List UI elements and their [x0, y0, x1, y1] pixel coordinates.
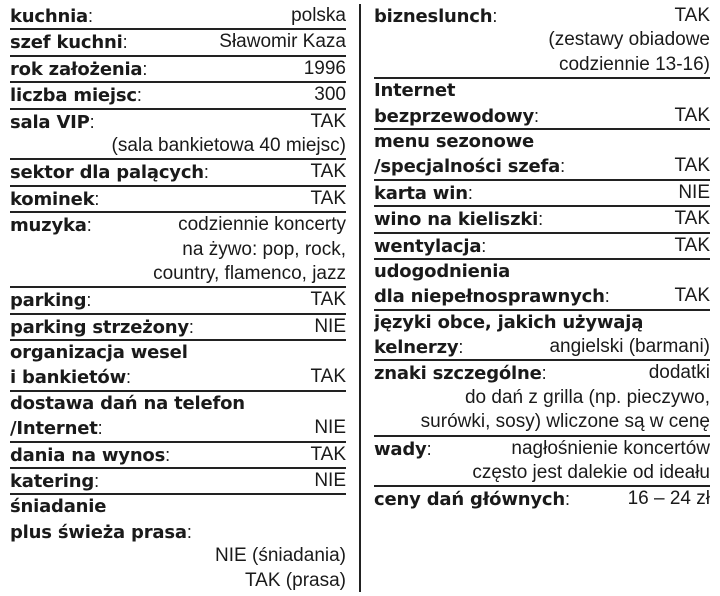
- entry-line: [10, 392, 346, 416]
- entry-menu-sezonowe-specjalnosci-szefa: [374, 130, 710, 181]
- entry-bizneslunch: [374, 4, 710, 79]
- entry-value: 300: [314, 84, 346, 106]
- colon: :: [186, 521, 192, 542]
- entry-label: parking strzeżony: [10, 316, 189, 338]
- entry-line: [10, 416, 346, 440]
- entry-value-extra: na żywo: pop, rock,: [182, 238, 346, 260]
- colon: :: [560, 156, 566, 177]
- entry-value: 16 – 24 zł: [627, 488, 710, 510]
- entry-line: [10, 187, 346, 211]
- entry-value-continuation: [374, 53, 710, 77]
- entry-line: [374, 130, 710, 154]
- entry-label: /Internet: [10, 418, 98, 440]
- entry-line: [10, 315, 346, 339]
- entry-value: 1996: [303, 57, 346, 79]
- entry-value-continuation: [374, 461, 710, 485]
- entry-value-extra: (sala bankietowa 40 miejsc): [111, 134, 346, 156]
- entry-value: Sławomir Kaza: [219, 31, 346, 53]
- entry-value-extra: NIE (śniadania): [215, 545, 346, 567]
- entry-line: [10, 495, 346, 519]
- colon: :: [142, 58, 148, 79]
- entry-value-extra: surówki, sosy) wliczone są w cenę: [420, 411, 710, 433]
- entry-label: znaki szczególne: [374, 363, 542, 385]
- entry-value: TAK: [310, 187, 346, 209]
- colon: :: [94, 188, 100, 209]
- entry-karta-win: [374, 181, 710, 207]
- entry-value-continuation: [374, 386, 710, 410]
- entry-line: [374, 284, 710, 308]
- right-column: [374, 4, 710, 512]
- entry-label: rok założenia: [10, 58, 143, 80]
- entry-label: parking: [10, 290, 87, 312]
- entry-value: TAK: [674, 234, 710, 256]
- colon: :: [604, 286, 610, 307]
- entry-label: języki obce, jakich używają: [374, 311, 644, 333]
- entry-internet-bezprzewodowy: [374, 79, 710, 130]
- colon: :: [136, 85, 142, 106]
- entry-value-continuation: [10, 569, 346, 593]
- entry-label: wino na kieliszki: [374, 209, 539, 231]
- entry-parking-strzezony: [10, 315, 346, 341]
- entry-ceny-dan-glownych: [374, 487, 710, 511]
- entry-label: dostawa dań na telefon: [10, 392, 245, 414]
- entry-sniadanie-plus-swieza-prasa: [10, 495, 346, 593]
- entry-parking: [10, 288, 346, 314]
- colon: :: [534, 105, 540, 126]
- entry-value: NIE: [314, 417, 346, 439]
- entry-value-extra: country, flamenco, jazz: [153, 262, 346, 284]
- entry-value: TAK: [310, 443, 346, 465]
- entry-line: [374, 234, 710, 258]
- entry-line: [374, 4, 710, 28]
- colon: :: [89, 111, 95, 132]
- entry-dania-na-wynos: [10, 443, 346, 469]
- entry-value-extra: codziennie 13-16): [558, 53, 710, 75]
- entry-line: [10, 520, 346, 544]
- entry-kominek: [10, 187, 346, 213]
- entry-line: [10, 213, 346, 237]
- entry-label: muzyka: [10, 215, 87, 237]
- entry-wino-na-kieliszki: [374, 207, 710, 233]
- entry-value-extra: (zestawy obiadowe: [548, 29, 710, 51]
- entry-line: [10, 160, 346, 184]
- colon: :: [165, 444, 171, 465]
- colon: :: [492, 6, 498, 26]
- entry-value-extra: często jest dalekie od ideału: [472, 462, 710, 484]
- entry-label: wady: [374, 438, 427, 460]
- entry-line: [10, 288, 346, 312]
- entry-line: [374, 260, 710, 284]
- entry-udogodnienia-dla-niepelnosprawnych: [374, 260, 710, 311]
- entry-value: nagłośnienie koncertów: [511, 437, 710, 459]
- colon: :: [188, 316, 194, 337]
- entry-value: polska: [291, 5, 346, 26]
- colon: :: [88, 6, 94, 26]
- entry-label: sektor dla palących: [10, 162, 204, 184]
- entry-liczba-miejsc: [10, 83, 346, 109]
- entry-value-extra: TAK (prasa): [244, 569, 346, 591]
- entry-muzyka: [10, 213, 346, 288]
- entry-rok-zalozenia: [10, 57, 346, 83]
- entry-line: [10, 443, 346, 467]
- entry-label: liczba miejsc: [10, 85, 137, 107]
- column-divider: [359, 4, 361, 592]
- entry-label: bizneslunch: [374, 6, 493, 27]
- entry-label: i bankietów: [10, 367, 127, 389]
- entry-label: ceny dań głównych: [374, 489, 565, 511]
- colon: :: [86, 290, 92, 311]
- colon: :: [94, 471, 100, 492]
- entry-line: [374, 335, 710, 359]
- entry-line: [374, 487, 710, 511]
- entry-line: [374, 181, 710, 205]
- entry-szef-kuchni: [10, 30, 346, 56]
- entry-dostawa-dan-na-telefon-internet: [10, 392, 346, 443]
- entry-katering: [10, 469, 346, 495]
- entry-value-continuation: [10, 544, 346, 568]
- entry-line: [374, 437, 710, 461]
- entry-label: kuchnia: [10, 6, 89, 27]
- colon: :: [467, 182, 473, 203]
- colon: :: [426, 438, 432, 459]
- entry-label: kominek: [10, 188, 95, 210]
- colon: :: [126, 367, 132, 388]
- entry-value-continuation: [10, 134, 346, 158]
- colon: :: [458, 337, 464, 358]
- entry-label: wentylacja: [374, 235, 482, 257]
- entry-value: codziennie koncerty: [178, 214, 346, 236]
- entry-value: dodatki: [648, 362, 710, 384]
- colon: :: [541, 363, 547, 384]
- left-column: [10, 4, 346, 593]
- entry-value: TAK: [674, 285, 710, 307]
- entry-kuchnia: [10, 4, 346, 30]
- entry-line: [374, 311, 710, 335]
- colon: :: [86, 215, 92, 236]
- colon: :: [97, 418, 103, 439]
- entry-jezyki-obce-jakich-uzywaja-kelnerzy: [374, 311, 710, 362]
- entry-label: katering: [10, 471, 95, 493]
- entry-label: dla niepełnosprawnych: [374, 286, 605, 308]
- entry-value-continuation: [374, 410, 710, 434]
- entry-line: [374, 104, 710, 128]
- entry-label: karta win: [374, 182, 468, 204]
- colon: :: [565, 489, 571, 510]
- entry-label: bezprzewodowy: [374, 105, 535, 127]
- entry-value: TAK: [310, 110, 346, 132]
- entry-value: NIE: [678, 181, 710, 203]
- entry-znaki-szczegolne: [374, 361, 710, 436]
- entry-label: szef kuchni: [10, 32, 123, 54]
- colon: :: [481, 235, 487, 256]
- entry-value: TAK: [674, 155, 710, 177]
- entry-value-continuation: [374, 28, 710, 52]
- entry-line: [10, 83, 346, 107]
- entry-value-continuation: [10, 238, 346, 262]
- entry-line: [10, 4, 346, 28]
- entry-line: [10, 30, 346, 54]
- entry-label: plus świeża prasa: [10, 521, 187, 543]
- entry-line: [10, 365, 346, 389]
- entry-label: organizacja wesel: [10, 342, 188, 364]
- entry-value: angielski (barmani): [549, 336, 710, 358]
- entry-line: [10, 57, 346, 81]
- entry-value: TAK: [310, 289, 346, 311]
- entry-label: Internet: [374, 80, 456, 102]
- entry-label: śniadanie: [10, 496, 107, 518]
- colon: :: [538, 209, 544, 230]
- entry-wady: [374, 437, 710, 488]
- entry-value: TAK: [310, 161, 346, 183]
- entry-label: dania na wynos: [10, 444, 166, 466]
- entry-value-extra: do dań z grilla (np. pieczywo,: [464, 386, 710, 408]
- entry-line: [374, 361, 710, 385]
- entry-value: TAK: [674, 208, 710, 230]
- entry-value: TAK: [310, 366, 346, 388]
- entry-line: [10, 110, 346, 134]
- entry-label: /specjalności szefa: [374, 156, 561, 178]
- entry-value-continuation: [10, 262, 346, 286]
- entry-organizacja-wesel-i-bankietow: [10, 341, 346, 392]
- colon: :: [203, 162, 209, 183]
- entry-line: [10, 341, 346, 365]
- entry-value: TAK: [674, 104, 710, 126]
- colon: :: [122, 32, 128, 53]
- entry-label: kelnerzy: [374, 337, 459, 359]
- entry-label: menu sezonowe: [374, 130, 535, 152]
- entry-line: [374, 79, 710, 103]
- entry-sektor-dla-palacych: [10, 160, 346, 186]
- entry-line: [10, 469, 346, 493]
- entry-sala-vip: [10, 110, 346, 161]
- entry-label: udogodnienia: [374, 260, 511, 282]
- entry-value: NIE: [314, 315, 346, 337]
- entry-line: [374, 154, 710, 178]
- entry-value: TAK: [674, 5, 710, 26]
- entry-value: NIE: [314, 470, 346, 492]
- entry-label: sala VIP: [10, 111, 90, 133]
- entry-line: [374, 207, 710, 231]
- entry-wentylacja: [374, 234, 710, 260]
